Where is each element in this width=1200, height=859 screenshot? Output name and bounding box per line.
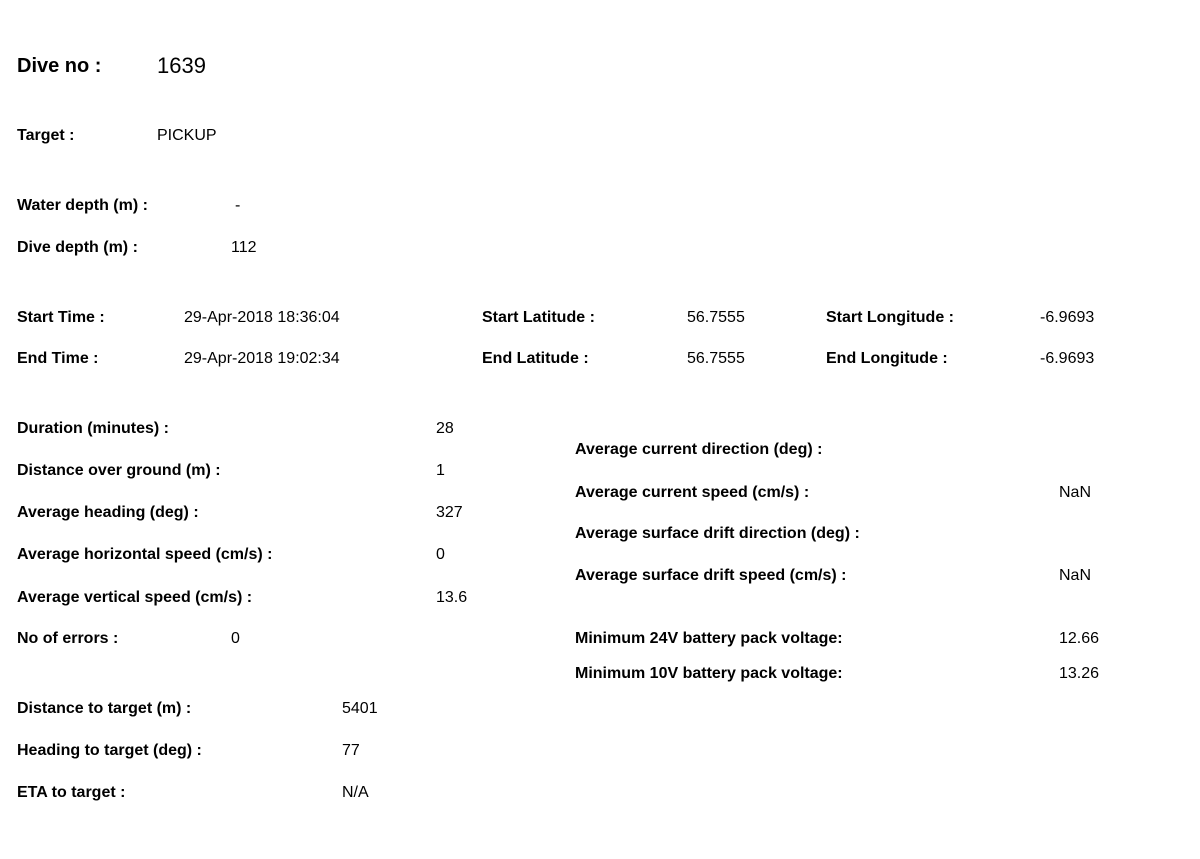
start-time-value: 29-Apr-2018 18:36:04 (184, 309, 340, 326)
water-depth-value: - (235, 197, 241, 214)
dive-depth-value: 112 (231, 239, 257, 256)
errors-label: No of errors : (17, 630, 119, 647)
dive-no-label: Dive no : (17, 55, 102, 77)
end-time-value: 29-Apr-2018 19:02:34 (184, 350, 340, 367)
average-current-direction-label: Average current direction (deg) : (575, 441, 823, 458)
end-time-label: End Time : (17, 350, 99, 367)
distance-to-target-label: Distance to target (m) : (17, 700, 192, 717)
eta-to-target-value: N/A (342, 784, 369, 801)
distance-over-ground-label: Distance over ground (m) : (17, 462, 221, 479)
start-latitude-label: Start Latitude : (482, 309, 595, 326)
start-longitude-label: Start Longitude : (826, 309, 954, 326)
average-vertical-speed-value: 13.6 (436, 589, 468, 606)
end-longitude-label: End Longitude : (826, 350, 948, 367)
dive-no-value: 1639 (157, 53, 206, 78)
start-latitude-value: 56.7555 (687, 309, 745, 326)
distance-over-ground-value: 1 (436, 462, 445, 479)
duration-label: Duration (minutes) : (17, 420, 169, 437)
average-horizontal-speed-label: Average horizontal speed (cm/s) : (17, 546, 273, 563)
battery-24v-value: 12.66 (1059, 630, 1100, 647)
start-time-label: Start Time : (17, 309, 105, 326)
average-horizontal-speed-value: 0 (436, 546, 445, 563)
distance-to-target-value: 5401 (342, 700, 378, 717)
target-label: Target : (17, 127, 75, 144)
average-surface-drift-speed-value: NaN (1059, 567, 1092, 584)
end-latitude-label: End Latitude : (482, 350, 589, 367)
eta-to-target-label: ETA to target : (17, 784, 126, 801)
average-heading-value: 327 (436, 504, 463, 521)
battery-24v-label: Minimum 24V battery pack voltage: (575, 630, 843, 647)
average-current-speed-value: NaN (1059, 484, 1092, 501)
battery-10v-value: 13.26 (1059, 665, 1100, 682)
end-latitude-value: 56.7555 (687, 350, 745, 367)
average-current-speed-label: Average current speed (cm/s) : (575, 484, 810, 501)
heading-to-target-value: 77 (342, 742, 360, 759)
start-longitude-value: -6.9693 (1040, 309, 1095, 326)
errors-value: 0 (231, 630, 240, 647)
dive-depth-label: Dive depth (m) : (17, 239, 138, 256)
average-surface-drift-speed-label: Average surface drift speed (cm/s) : (575, 567, 847, 584)
average-vertical-speed-label: Average vertical speed (cm/s) : (17, 589, 253, 606)
water-depth-label: Water depth (m) : (17, 197, 148, 214)
average-surface-drift-direction-label: Average surface drift direction (deg) : (575, 525, 860, 542)
battery-10v-label: Minimum 10V battery pack voltage: (575, 665, 843, 682)
heading-to-target-label: Heading to target (deg) : (17, 742, 202, 759)
duration-value: 28 (436, 420, 454, 437)
average-heading-label: Average heading (deg) : (17, 504, 199, 521)
end-longitude-value: -6.9693 (1040, 350, 1095, 367)
target-value: PICKUP (157, 127, 217, 144)
